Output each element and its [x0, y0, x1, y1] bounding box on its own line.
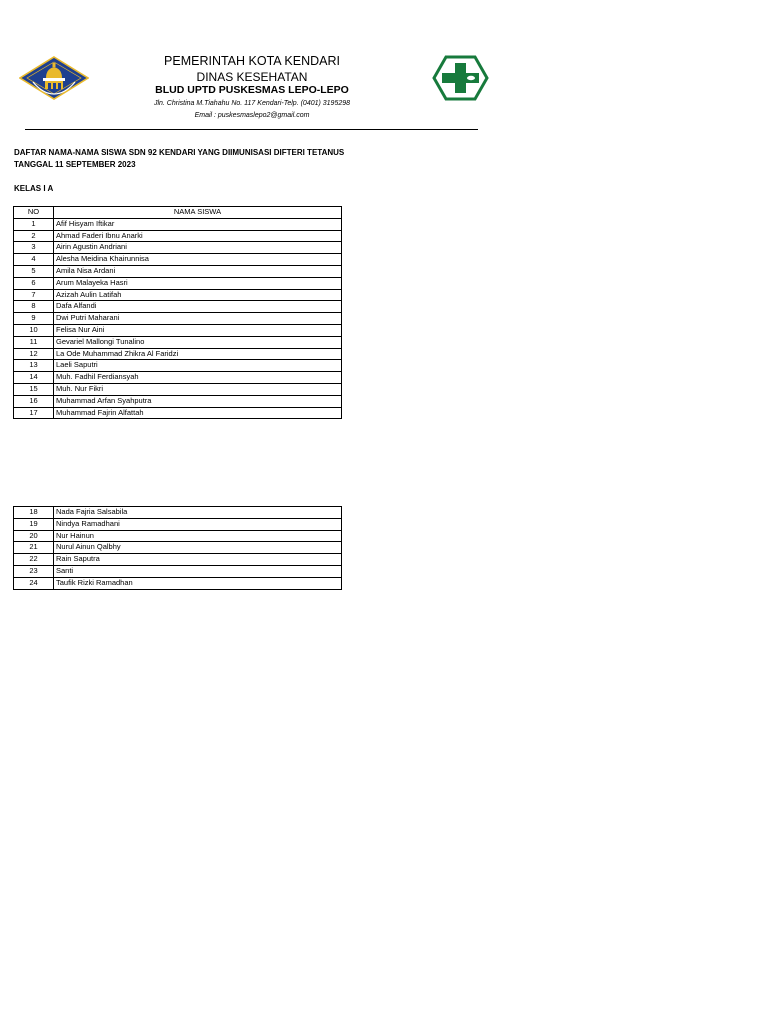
table-row: [14, 530, 342, 542]
table-row: [14, 277, 342, 289]
student-table-continued-body: [14, 507, 342, 590]
table-row: [14, 324, 342, 336]
table-row: [14, 407, 342, 419]
table-row: [14, 265, 342, 277]
class-label: KELAS I A: [14, 184, 54, 193]
letterhead: [0, 0, 768, 135]
institution-name: BLUD UPTD PUSKESMAS LEPO-LEPO: [155, 84, 349, 96]
row-number: 20: [14, 530, 54, 542]
student-name: Ahmad Faderi Ibnu Anarki: [54, 230, 342, 242]
table-row: [14, 542, 342, 554]
row-number: 19: [14, 518, 54, 530]
table-row: [14, 395, 342, 407]
row-number: 17: [14, 407, 54, 419]
student-name: Dafa Alfandi: [54, 301, 342, 313]
table-row: [14, 254, 342, 266]
row-number: 8: [14, 301, 54, 313]
table-header-row: [14, 207, 342, 219]
column-header-no: NO: [14, 207, 54, 219]
student-name: Gevariel Mallongi Tunalino: [54, 336, 342, 348]
student-name: Laeli Saputri: [54, 360, 342, 372]
student-name: Nindya Ramadhani: [54, 518, 342, 530]
student-name: Santi: [54, 565, 342, 577]
column-header-name: NAMA SISWA: [54, 207, 342, 219]
student-name: Taufik Rizki Ramadhan: [54, 577, 342, 589]
row-number: 3: [14, 242, 54, 254]
student-name: Muh. Fadhil Ferdiansyah: [54, 372, 342, 384]
student-name: Alesha Meidina Khairunnisa: [54, 254, 342, 266]
table-row: [14, 383, 342, 395]
table-row: [14, 372, 342, 384]
row-number: 10: [14, 324, 54, 336]
letterhead-divider: [25, 129, 478, 130]
student-name: La Ode Muhammad Zhikra Al Faridzi: [54, 348, 342, 360]
row-number: 5: [14, 265, 54, 277]
student-name: Azizah Aulin Latifah: [54, 289, 342, 301]
row-number: 6: [14, 277, 54, 289]
student-name: Muh. Nur Fikri: [54, 383, 342, 395]
document-date: TANGGAL 11 SEPTEMBER 2023: [14, 160, 136, 169]
student-name: Muhammad Fajrin Alfattah: [54, 407, 342, 419]
department-name: DINAS KESEHATAN: [196, 70, 308, 84]
row-number: 2: [14, 230, 54, 242]
table-row: [14, 507, 342, 519]
puskesmas-logo-icon: [432, 55, 489, 101]
kota-kendari-emblem-icon: [19, 56, 89, 100]
row-number: 15: [14, 383, 54, 395]
student-name: Nurul Ainun Qalbhy: [54, 542, 342, 554]
student-name: Amila Nisa Ardani: [54, 265, 342, 277]
row-number: 12: [14, 348, 54, 360]
table-row: [14, 577, 342, 589]
student-name: Nur Hainun: [54, 530, 342, 542]
row-number: 11: [14, 336, 54, 348]
row-number: 24: [14, 577, 54, 589]
table-row: [14, 242, 342, 254]
student-name: Felisa Nur Aini: [54, 324, 342, 336]
student-table: [13, 206, 342, 419]
address-line: Jln. Christina M.Tiahahu No. 117 Kendari-Telp. (0401) 3195298: [153, 100, 351, 107]
student-name: Afif Hisyam Iftikar: [54, 218, 342, 230]
row-number: 18: [14, 507, 54, 519]
row-number: 1: [14, 218, 54, 230]
row-number: 21: [14, 542, 54, 554]
table-row: [14, 348, 342, 360]
table-row: [14, 336, 342, 348]
row-number: 4: [14, 254, 54, 266]
table-row: [14, 565, 342, 577]
row-number: 7: [14, 289, 54, 301]
student-table-body: [14, 218, 342, 419]
table-row: [14, 518, 342, 530]
table-row: [14, 301, 342, 313]
row-number: 13: [14, 360, 54, 372]
student-name: Airin Agustin Andriani: [54, 242, 342, 254]
student-table-continued: [13, 506, 342, 590]
student-name: Arum Malayeka Hasri: [54, 277, 342, 289]
row-number: 16: [14, 395, 54, 407]
email-line: Email : puskesmaslepo2@gmail.com: [194, 112, 310, 119]
table-row: [14, 554, 342, 566]
student-name: Dwi Putri Maharani: [54, 313, 342, 325]
student-name: Rain Saputra: [54, 554, 342, 566]
row-number: 14: [14, 372, 54, 384]
table-row: [14, 218, 342, 230]
row-number: 9: [14, 313, 54, 325]
table-row: [14, 313, 342, 325]
document-title: DAFTAR NAMA-NAMA SISWA SDN 92 KENDARI YANG DIIMUNISASI DIFTERI TETANUS: [14, 148, 345, 157]
table-row: [14, 230, 342, 242]
row-number: 22: [14, 554, 54, 566]
student-name: Nada Fajria Salsabila: [54, 507, 342, 519]
table-row: [14, 360, 342, 372]
row-number: 23: [14, 565, 54, 577]
table-row: [14, 289, 342, 301]
student-name: Muhammad Arfan Syahputra: [54, 395, 342, 407]
government-name: PEMERINTAH KOTA KENDARI: [164, 54, 340, 68]
